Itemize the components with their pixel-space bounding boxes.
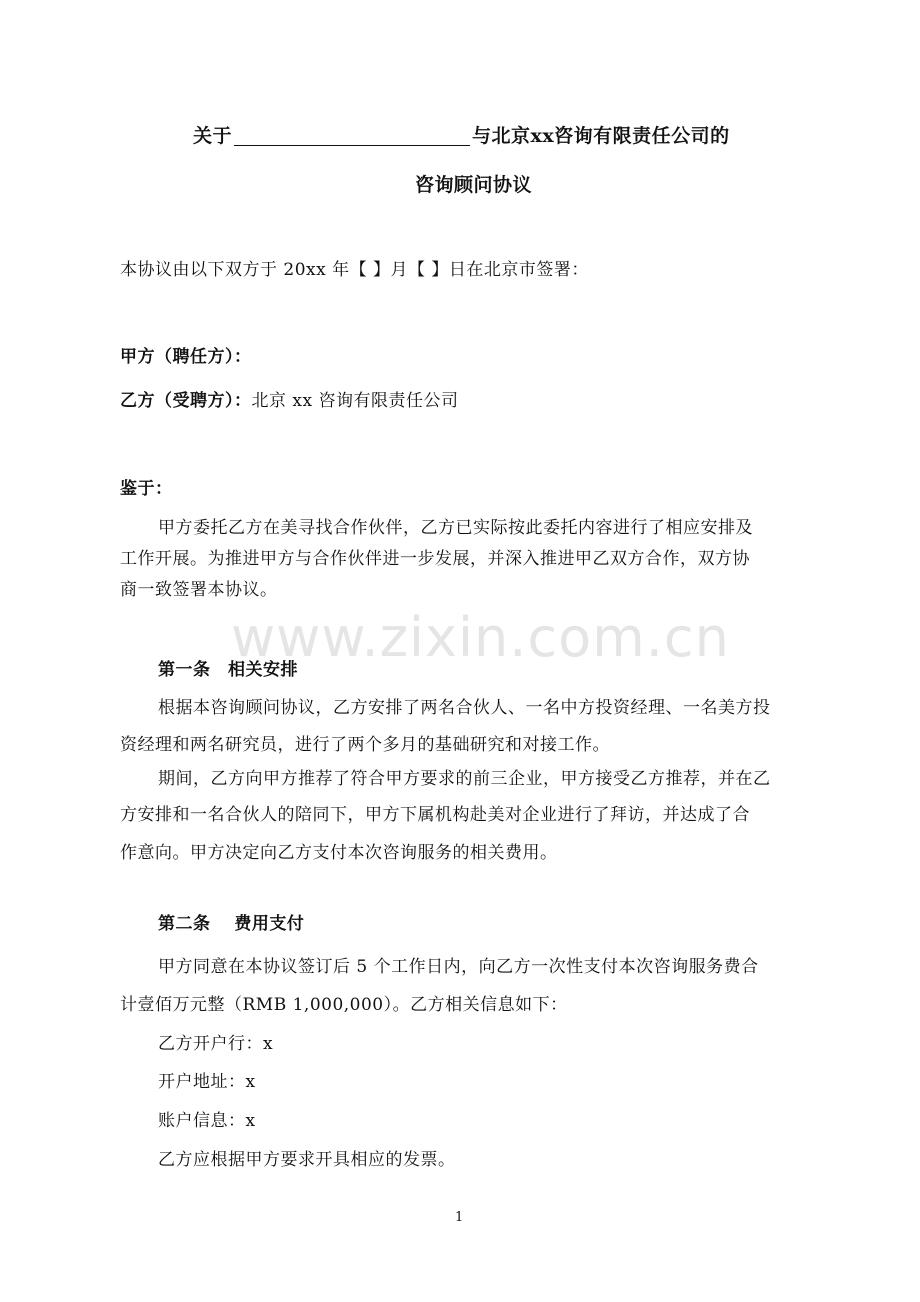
party-b-line	[120, 393, 458, 410]
article-1-p2-line-1: 期间，乙方向甲方推荐了符合甲方要求的前三企业，甲方接受乙方推荐，并在乙	[158, 769, 771, 789]
page-number: 1	[455, 1210, 464, 1225]
party-b-value: 北京 xx 咨询有限责任公司	[251, 391, 459, 411]
party-b-label: 乙方（受聘方）：	[120, 391, 252, 411]
watermark: www.zixin.com.cn	[231, 606, 730, 669]
party-a-label: 甲方（聘任方）：	[120, 347, 252, 367]
title-suffix: 与北京xx咨询有限责任公司的	[472, 125, 730, 147]
whereas-heading: 鉴于：	[120, 479, 173, 499]
article-2-p1-line-2: 计壹佰万元整（RMB 1,000,000）。乙方相关信息如下：	[120, 995, 568, 1015]
article-1-heading: 第一条 相关安排	[158, 660, 298, 680]
article-1-p2-line-2: 方安排和一名合伙人的陪同下，甲方下属机构赴美对企业进行了拜访，并达成了合	[120, 805, 750, 825]
whereas-line-3: 商一致签署本协议。	[120, 580, 278, 600]
title-line-1	[193, 126, 730, 146]
invoice-note: 乙方应根据甲方要求开具相应的发票。	[158, 1150, 456, 1170]
address-info: 开户地址：x	[158, 1072, 256, 1092]
whereas-line-2: 工作开展。为推进甲方与合作伙伴进一步发展，并深入推进甲乙双方合作，双方协	[120, 549, 750, 569]
party-name-blank	[234, 126, 470, 146]
title-prefix: 关于	[193, 125, 233, 147]
article-1-p1-line-1: 根据本咨询顾问协议，乙方安排了两名合伙人、一名中方投资经理、一名美方投	[158, 698, 771, 718]
article-2-p1-line-1: 甲方同意在本协议签订后 5 个工作日内，向乙方一次性支付本次咨询服务费合	[158, 957, 759, 977]
intro-text: 本协议由以下双方于 20xx 年【 】月【 】日在北京市签署：	[120, 260, 589, 280]
article-2-heading: 第二条 费用支付	[158, 914, 305, 934]
account-info: 账户信息：x	[158, 1111, 256, 1131]
title-line-2: 咨询顾问协议	[415, 174, 533, 196]
article-1-p1-line-2: 资经理和两名研究员，进行了两个多月的基础研究和对接工作。	[120, 735, 610, 755]
bank-info: 乙方开户行：x	[158, 1034, 274, 1054]
whereas-line-1: 甲方委托乙方在美寻找合作伙伴，乙方已实际按此委托内容进行了相应安排及	[158, 518, 753, 538]
article-1-p2-line-3: 作意向。甲方决定向乙方支付本次咨询服务的相关费用。	[120, 843, 558, 863]
